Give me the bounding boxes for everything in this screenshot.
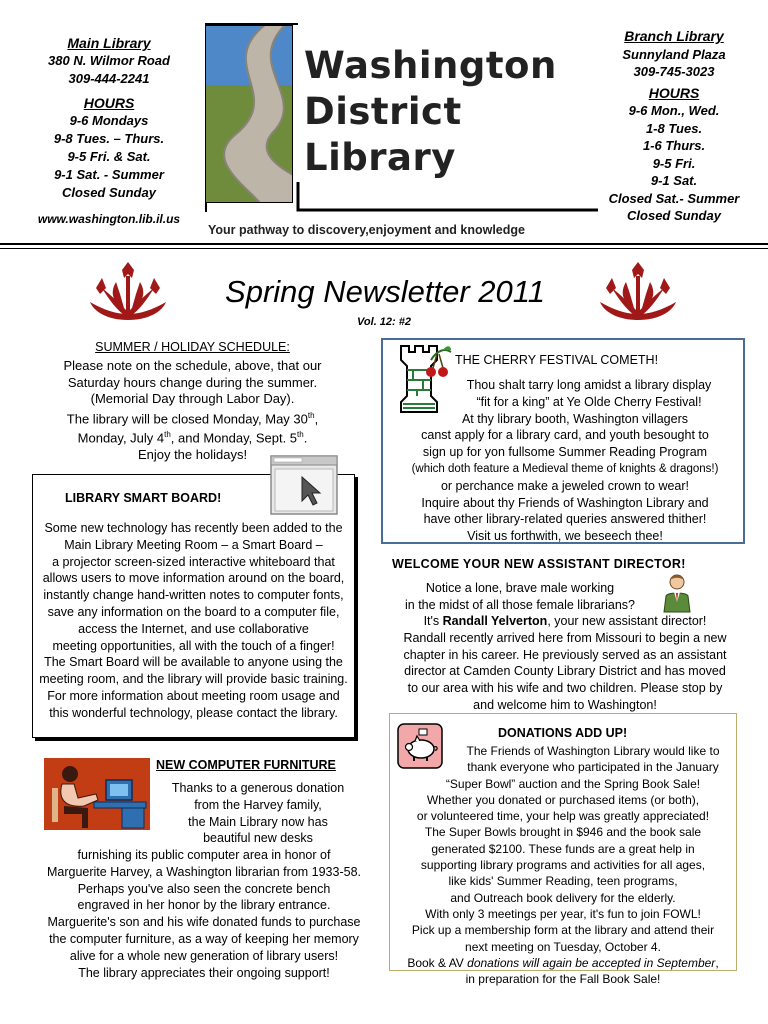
logo-word-library: Library: [304, 136, 456, 179]
branch-hours-4: 9-5 Fri.: [652, 155, 696, 171]
smartboard-line-8: meeting opportunities, all with the touch of a finger!: [52, 638, 335, 653]
branch-library-title: Branch Library: [624, 28, 724, 44]
donations-line-11: With only 3 meetings per year, it's fun to join FOWL!: [425, 906, 701, 921]
cursor-window-icon: [270, 455, 340, 517]
donations-line-12: Pick up a membership form at the library and attend their: [411, 923, 715, 938]
header-divider-thin: [0, 248, 768, 249]
main-hours-2: 9-8 Tues. – Thurs.: [53, 131, 165, 146]
sup-th-3: th: [297, 430, 304, 440]
summer-schedule-section: [20, 340, 365, 464]
header-divider: [0, 243, 768, 245]
cherry-heading: THE CHERRY FESTIVAL COMETH!: [455, 353, 659, 367]
computer-desk-image: [44, 758, 150, 830]
smartboard-line-10: meeting room, and the library will provide basic training.: [39, 672, 348, 687]
director-heading: WELCOME YOUR NEW ASSISTANT DIRECTOR!: [392, 557, 686, 571]
cherry-line-6: (which doth feature a Medieval theme of knights & dragons!): [411, 462, 719, 475]
sup-th-2: th: [164, 430, 171, 440]
volume-number: Vol. 12: #2: [356, 316, 411, 328]
smartboard-line-6: save any information on the board to a computer file,: [47, 604, 340, 619]
smartboard-line-5: instantly change hand-written notes to computer fonts,: [43, 588, 344, 603]
donations-line-3: “Super Bowl” auction and the Spring Book Sale!: [445, 776, 701, 791]
library-website-link[interactable]: www.washington.lib.il.us: [37, 212, 181, 226]
main-library-address: 380 N. Wilmor Road: [48, 53, 170, 68]
donations-line-1: The Friends of Washington Library would like to: [466, 744, 720, 758]
sup-th-1: th: [307, 410, 315, 420]
summer-line-1: Please note on the schedule, above, that our: [63, 358, 322, 373]
pathway-logo-image: [205, 25, 293, 203]
cherry-line-2: “fit for a king” at Ye Olde Cherry Festival!: [476, 394, 702, 409]
branch-hours-3: 1-6 Thurs.: [642, 138, 706, 153]
smartboard-line-9: The Smart Board will be available to anyone using the: [44, 655, 343, 670]
furniture-line-5: furnishing its public computer area in honor of: [77, 848, 331, 862]
donations-last-pre: Book & AV: [407, 955, 468, 970]
furniture-line-12: The library appreciates their ongoing support!: [78, 965, 330, 980]
donations-line-2: thank everyone who participated in the January: [467, 760, 719, 775]
summer-line-6: Enjoy the holidays!: [137, 447, 248, 463]
main-hours-4: 9-1 Sat. - Summer: [54, 167, 164, 182]
branch-hours-7: Closed Sunday: [627, 208, 721, 223]
summer-line-3: (Memorial Day through Labor Day).: [90, 391, 295, 406]
smartboard-line-12: this wonderful technology, please contact the library.: [49, 705, 338, 720]
furniture-line-9: Marguerite's son and his wife donated funds to purchase: [47, 915, 361, 930]
donations-line-7: generated $2100. These funds are a great help in: [431, 841, 695, 856]
summer-line-5b: , and Monday, Sept. 5: [170, 430, 298, 446]
branch-hours-5: 9-1 Sat.: [650, 173, 698, 188]
man-avatar-icon: [660, 572, 694, 614]
furniture-line-2: from the Harvey family,: [194, 797, 322, 812]
main-hours-1: 9-6 Mondays: [69, 113, 149, 128]
donations-final: in preparation for the Fall Book Sale!: [465, 972, 661, 987]
donations-last-italic: donations will again be accepted in September: [467, 955, 716, 970]
cherry-line-10: Visit us forthwith, we beseech thee!: [467, 529, 663, 544]
main-library-title: Main Library: [67, 35, 151, 51]
director-line-8: and welcome him to Washington!: [473, 697, 657, 712]
director-line-7: to our area with his wife and two children. Please stop by: [407, 681, 723, 696]
director-line-4: Randall recently arrived here from Missouri to begin a new: [403, 630, 727, 645]
branch-library-hours-title: HOURS: [648, 84, 700, 101]
furniture-line-3: the Main Library now has: [188, 814, 328, 829]
cherry-line-1: Thou shalt tarry long amidst a library display: [466, 378, 712, 392]
branch-hours-1: 9-6 Mon., Wed.: [628, 103, 720, 118]
logo-word-district: District: [304, 90, 462, 133]
smartboard-line-11: For more information about meeting room usage and: [47, 688, 340, 703]
rook-cherry-icon: [393, 340, 453, 414]
branch-library-phone: 309-745-3023: [633, 64, 715, 79]
branch-library-address: Sunnyland Plaza: [622, 46, 726, 62]
smartboard-line-2: Main Library Meeting Room – a Smart Board –: [64, 537, 323, 552]
furniture-line-7: Perhaps you've also seen the concrete bench: [77, 881, 331, 896]
cherry-line-8: Inquire about thy Friends of Washington Library and: [421, 495, 709, 510]
piggy-bank-icon: [397, 723, 443, 769]
cherry-line-7: or perchance make a jeweled crown to wear!: [440, 478, 690, 493]
branch-hours-2: 1-8 Tues.: [645, 120, 703, 136]
donations-last-post: ,: [715, 955, 719, 970]
director-name: Randall Yelverton: [442, 614, 548, 628]
summer-line-5a: Monday, July 4: [77, 430, 165, 446]
main-library-phone: 309-444-2241: [68, 71, 150, 86]
furniture-heading: NEW COMPUTER FURNITURE: [156, 758, 336, 772]
furniture-line-4: beautiful new desks: [203, 831, 313, 846]
summer-comma: ,: [314, 410, 319, 426]
main-library-info: [14, 34, 204, 228]
furniture-line-11: alive for a whole new generation of library users!: [69, 948, 339, 963]
donations-line-5: or volunteered time, your help was greatly appreciated!: [416, 809, 710, 824]
director-line-6: director at Camden County Library District and has moved: [404, 664, 726, 679]
director-line-3-pre: It's: [423, 614, 443, 628]
donations-heading: DONATIONS ADD UP!: [498, 726, 628, 740]
cherry-line-3: At thy library booth, Washington villagers: [461, 411, 689, 426]
tulip-icon-right: [598, 258, 678, 324]
tagline: Your pathway to discovery,enjoyment and knowledge: [208, 223, 525, 237]
logo-word-washington: Washington: [304, 44, 557, 87]
summer-line-4: The library will be closed Monday, May 30: [66, 410, 308, 426]
donations-line-10: and Outreach book delivery for the elderly.: [450, 890, 676, 905]
cherry-line-9: have other library-related queries answered thither!: [423, 512, 707, 527]
cherry-line-4: canst apply for a library card, and youth besought to: [421, 428, 709, 443]
main-hours-5: Closed Sunday: [62, 185, 156, 200]
main-library-hours-title: HOURS: [83, 95, 135, 111]
summer-period: .: [303, 430, 308, 446]
director-line-5: chapter in his career. He previously served as an assistant: [403, 647, 727, 662]
furniture-line-1: Thanks to a generous donation: [171, 781, 345, 795]
donations-line-6: The Super Bowls brought in $946 and the book sale: [424, 825, 702, 840]
smartboard-line-1: Some new technology has recently been added to the: [44, 521, 343, 535]
summer-line-2: Saturday hours change during the summer.: [67, 374, 318, 390]
newsletter-title: Spring Newsletter 2011: [225, 274, 545, 309]
summer-heading: SUMMER / HOLIDAY SCHEDULE:: [95, 340, 290, 354]
donations-line-13: next meeting on Tuesday, October 4.: [465, 939, 661, 954]
branch-hours-6: Closed Sat.- Summer: [608, 190, 740, 206]
donations-line-8: supporting library programs and activities for all ages,: [420, 858, 706, 873]
smartboard-heading: LIBRARY SMART BOARD!: [65, 491, 222, 505]
donations-line-4: Whether you donated or purchased items (or both),: [426, 792, 700, 807]
smartboard-line-7: access the Internet, and use collaborative: [78, 621, 309, 636]
smartboard-line-4: allows users to move information around on the board,: [42, 571, 345, 586]
cherry-line-5: sign up for yon fullsome Summer Reading Program: [422, 445, 708, 460]
donations-line-9: like kids' Summer Reading, teen programs,: [448, 874, 678, 889]
furniture-line-8: engraved in her honor by the library entrance.: [77, 898, 331, 913]
smartboard-line-3: a projector screen-sized interactive whiteboard that: [52, 554, 335, 569]
furniture-line-10: the computer furniture, as a way of keeping her memory: [49, 931, 359, 946]
director-line-3-post: , your new assistant director!: [547, 614, 707, 628]
main-hours-3: 9-5 Fri. & Sat.: [67, 149, 151, 164]
director-line-1: Notice a lone, brave male working: [425, 581, 615, 595]
director-line-2: in the midst of all those female librarians?: [405, 597, 635, 612]
furniture-line-6: Marguerite Harvey, a Washington librarian from 1933-58.: [46, 864, 362, 879]
branch-library-info: [594, 28, 754, 225]
